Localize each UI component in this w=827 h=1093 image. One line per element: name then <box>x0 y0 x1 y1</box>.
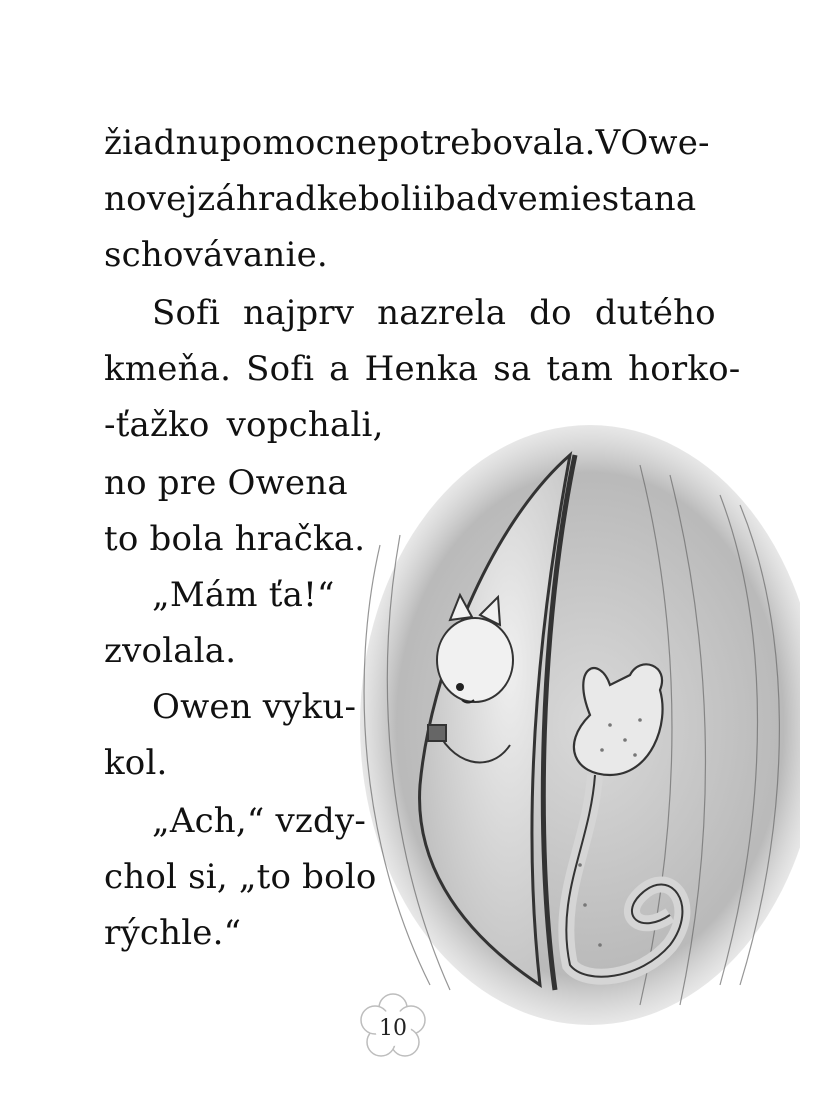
text-line-13: „Ach,“ vzdy- <box>152 801 367 841</box>
text-line-10: zvolala. <box>104 631 237 671</box>
text-line-7: no pre Owena <box>104 463 348 503</box>
text-line-1: žiadnu pomoc nepotrebovala. V Owe- <box>104 123 710 163</box>
text-line-15: rýchle.“ <box>104 913 242 953</box>
text-line-14: chol si, „to bolo <box>104 857 377 897</box>
text-line-9: „Mám ťa!“ <box>152 575 335 615</box>
text-line-8: to bola hračka. <box>104 519 366 559</box>
text-line-4: Sofi najprv nazrela do dutého <box>152 293 716 333</box>
text-line-5: kmeňa. Sofi a Henka sa tam horko- <box>104 349 741 389</box>
text-line-6: -ťažko vopchali, <box>104 405 384 445</box>
text-line-2: novej záhradke boli iba dve miesta na <box>104 179 697 219</box>
text-line-3: schovávanie. <box>104 235 328 275</box>
tree-trunk-hiding-illustration <box>340 425 800 1035</box>
page-number: 10 <box>379 1016 407 1041</box>
text-line-11: Owen vyku- <box>152 687 357 727</box>
text-line-12: kol. <box>104 743 168 783</box>
page-number-badge <box>355 990 431 1066</box>
